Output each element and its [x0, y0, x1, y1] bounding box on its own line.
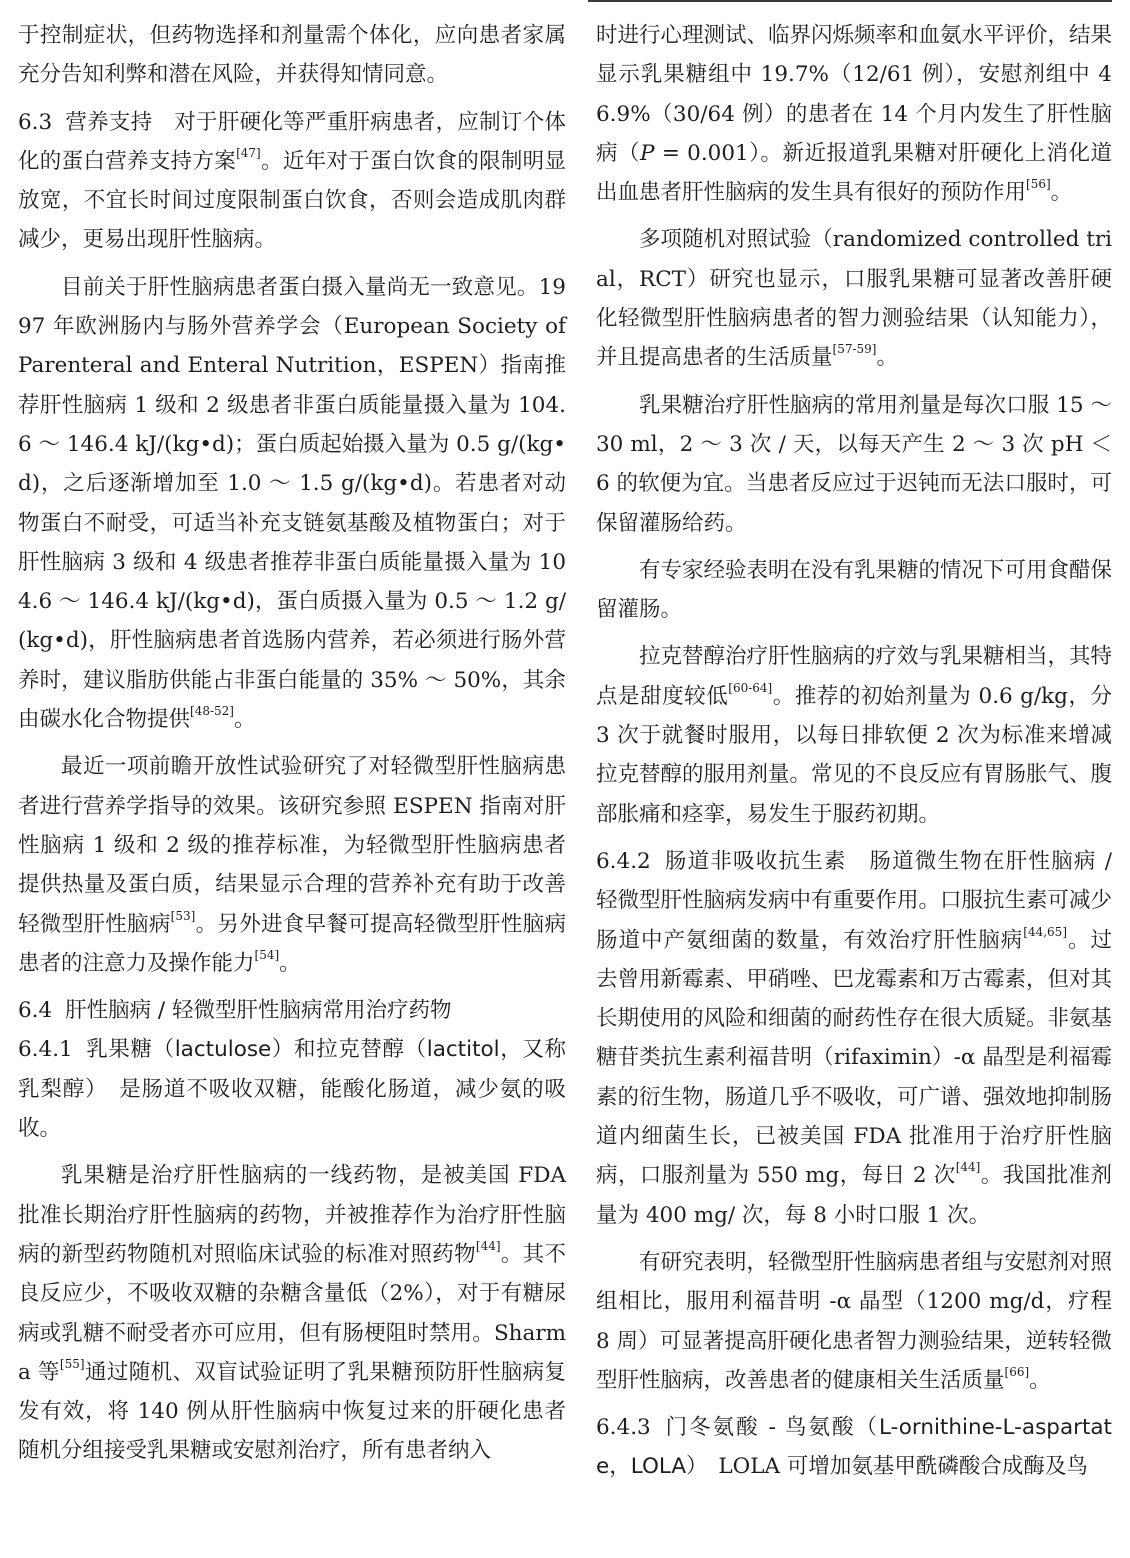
paragraph-text: 。过去曾用新霉素、甲硝唑、巴龙霉素和万古霉素，但对其长期使用的风险和细菌的耐药性存在很大质疑。非氨基糖苷类抗生素利福昔明（rifaximin）-α 晶型是利福霉素的衍生物，肠道几乎不吸收，可广谱、强效地抑制肠道内细菌生长，已被美国 FDA 批准用于治疗肝性脑病，口服剂量为 550 mg，每日 2 次 — [596, 927, 1113, 1189]
paragraph-text: 有专家经验表明在没有乳果糖的情况下可用食醋保留灌肠。 — [596, 557, 1113, 623]
citation-ref: [66] — [1004, 1365, 1030, 1379]
citation-ref: [60-64] — [728, 680, 773, 695]
section-title: 肠道非吸收抗生素 — [663, 848, 847, 874]
paragraph-text: 对于肝硬化等严重肝病患者，应制订个体化的蛋白营养支持方案 — [18, 109, 566, 174]
section-title: 门冬氨酸 - 鸟氨酸（L-ornithine-L-aspartate，LOLA） — [596, 1415, 1112, 1480]
paragraph-text: 时进行心理测试、临界闪烁频率和血氨水平评价，结果显示乳果糖组中 19.7%（12/61 例），安慰剂组中 46.9%（30/64 例）的患者在 14 个月内发生了肝性脑病（ — [596, 23, 1113, 166]
paragraph-text: 乳果糖是治疗肝性脑病的一线药物，是被美国 FDA 批准长期治疗肝性脑病的药物，并被推荐作为治疗肝性脑病的新型药物随机对照临床试验的标准对照药物 — [18, 1163, 566, 1267]
section-title: 肝性脑病 / 轻微型肝性脑病常用治疗药物 — [65, 998, 452, 1024]
paragraph — [596, 220, 1112, 377]
paragraph — [18, 16, 566, 95]
paragraph-text: 于控制症状，但药物选择和剂量需个体化，应向患者家属充分告知利弊和潜在风险，并获得知情同意。 — [18, 23, 566, 88]
section-6-3 — [18, 103, 566, 260]
paragraph-text: 有研究表明，轻微型肝性脑病患者组与安慰剂对照组相比，服用利福昔明 -α 晶型（1200 mg/d，疗程 8 周）可显著提高肝硬化患者智力测验结果，逆转轻微型肝性脑病，改善患者的健康相关生活质量 — [596, 1249, 1113, 1393]
section-title: 乳果糖（lactulose）和拉克替醇（lactitol，又称乳梨醇） — [18, 1037, 566, 1102]
paragraph-text: 。另外进食早餐可提高轻微型肝性脑病患者的注意力及操作能力 — [18, 911, 566, 976]
paragraph — [596, 16, 1112, 212]
paragraph-text: 通过随机、双盲试验证明了乳果糖预防肝性脑病复发有效，将 140 例从肝性脑病中恢复过来的肝硬化患者随机分组接受乳果糖或安慰剂治疗，所有患者纳入 — [18, 1359, 566, 1464]
citation-ref: [56] — [1026, 177, 1051, 192]
paragraph-text: 目前关于肝性脑病患者蛋白摄入量尚无一致意见。1997 年欧洲肠内与肠外营养学会（European Society of Parenteral and Enteral Nutrition，ESPEN）指南推荐肝性脑病 1 级和 2 级患者非蛋白质能量摄入量为 104.6 ～ 146.4 kJ/(kg•d)；蛋白质起始摄入量为 0.5 g/(kg•d)，之后逐渐增加至 1.0 ～ 1.5 g/(kg•d)。若患者对动物蛋白不耐受，可适当补充支链氨基酸及植物蛋白；对于肝性脑病 3 级和 4 级患者推荐非蛋白质能量摄入量为 104.6 ～ 146.4 kJ/(kg•d)，蛋白质摄入量为 0.5 ～ 1.2 g/(kg•d)，肝性脑病患者首选肠内营养，若必须进行肠外营养时，建议脂肪供能占非蛋白能量的 35% ～ 50%，其余由碳水化合物提供 — [18, 274, 566, 733]
section-6-4 — [18, 991, 566, 1030]
paragraph — [18, 1156, 566, 1470]
citation-ref: [47] — [236, 146, 261, 161]
section-6-4-1 — [18, 1030, 566, 1148]
left-column — [18, 16, 566, 1479]
paragraph-text: LOLA 可增加氨基甲酰磷酸合成酶及鸟 — [718, 1454, 1088, 1480]
citation-ref: [57-59] — [832, 342, 877, 357]
paragraph — [596, 551, 1112, 630]
paragraph-text: 最近一项前瞻开放性试验研究了对轻微型肝性脑病患者进行营养学指导的效果。该研究参照 ESPEN 指南对肝性脑病 1 级和 2 级的推荐标准，为轻微型肝性脑病患者提供热量及蛋白质，结果显示合理的营养补充有助于改善轻微型肝性脑病 — [18, 754, 566, 937]
paragraph-text: 。 — [1029, 1367, 1051, 1393]
paragraph-text: 。我国批准剂量为 400 mg/ 次，每 8 小时口服 1 次。 — [596, 1163, 1112, 1228]
citation-ref: [44,65] — [1023, 924, 1067, 939]
citation-ref: [55] — [59, 1357, 85, 1371]
paragraph-text: = 0.001）。新近报道乳果糖对肝硬化上消化道出血患者肝性脑病的发生具有很好的预防作用 — [596, 140, 1112, 206]
paragraph-text: 多项随机对照试验（randomized controlled trial，RCT）研究也显示，口服乳果糖可显著改善肝硬化轻微型肝性脑病患者的智力测验结果（认知能力），并且提高患者的生活质量 — [596, 227, 1112, 371]
paragraph-text: 。 — [1050, 180, 1073, 206]
paragraph — [596, 1243, 1112, 1400]
paragraph-text: 。 — [279, 950, 301, 976]
paragraph — [18, 268, 566, 740]
paragraph — [596, 386, 1112, 543]
citation-ref: [54] — [254, 948, 280, 963]
p-value-symbol: P — [640, 140, 655, 166]
citation-ref: [53] — [170, 908, 196, 923]
paragraph-text: 。推荐的初始剂量为 0.6 g/kg，分 3 次于就餐时服用，以每日排软便 2 次为标准来增减拉克替醇的服用剂量。常见的不良反应有胃肠胀气、腹部胀痛和痉挛，易发生于服药初期。 — [596, 683, 1113, 827]
top-rule — [588, 0, 1112, 2]
paragraph-text: 。 — [233, 707, 256, 733]
citation-ref: [44] — [475, 1239, 501, 1254]
section-number: 6.4 — [18, 998, 53, 1024]
section-6-4-3 — [596, 1408, 1112, 1487]
paragraph — [18, 747, 566, 983]
section-number: 6.4.3 — [596, 1415, 651, 1441]
paragraph-text: 拉克替醇治疗肝性脑病的疗效与乳果糖相当，其特点是甜度较低 — [596, 644, 1113, 709]
paragraph-text: 。 — [876, 345, 898, 371]
section-number: 6.4.1 — [18, 1037, 73, 1063]
paragraph — [596, 637, 1112, 833]
citation-ref: [48-52] — [190, 704, 234, 719]
section-6-4-2 — [596, 842, 1112, 1235]
section-title: 营养支持 — [65, 109, 153, 135]
paragraph-text: 肠道微生物在肝性脑病 / 轻微型肝性脑病发病中有重要作用。口服抗生素可减少肠道中产氨细菌的数量，有效治疗肝性脑病 — [596, 848, 1113, 953]
citation-ref: [44] — [955, 1160, 981, 1175]
section-number: 6.3 — [18, 109, 53, 135]
paragraph-text: 乳果糖治疗肝性脑病的常用剂量是每次口服 15 ～ 30 ml，2 ～ 3 次 / 天，以每天产生 2 ～ 3 次 pH ＜ 6 的软便为宜。当患者反应过于迟钝而无法口服时，可保留灌肠给药。 — [596, 392, 1112, 536]
section-number: 6.4.2 — [596, 848, 651, 874]
paragraph-text: 。近年对于蛋白饮食的限制明显放宽，不宜长时间过度限制蛋白饮食，否则会造成肌肉群减少，更易出现肝性脑病。 — [18, 148, 566, 253]
right-column — [596, 16, 1112, 1495]
paragraph-text: 是肠道不吸收双糖，能酸化肠道，减少氨的吸收。 — [18, 1076, 566, 1142]
paragraph-text: 。其不良反应少，不吸收双糖的杂糖含量低（2%），对于有糖尿病或乳糖不耐受者亦可应用，但有肠梗阻时禁用。Sharma 等 — [18, 1241, 566, 1385]
